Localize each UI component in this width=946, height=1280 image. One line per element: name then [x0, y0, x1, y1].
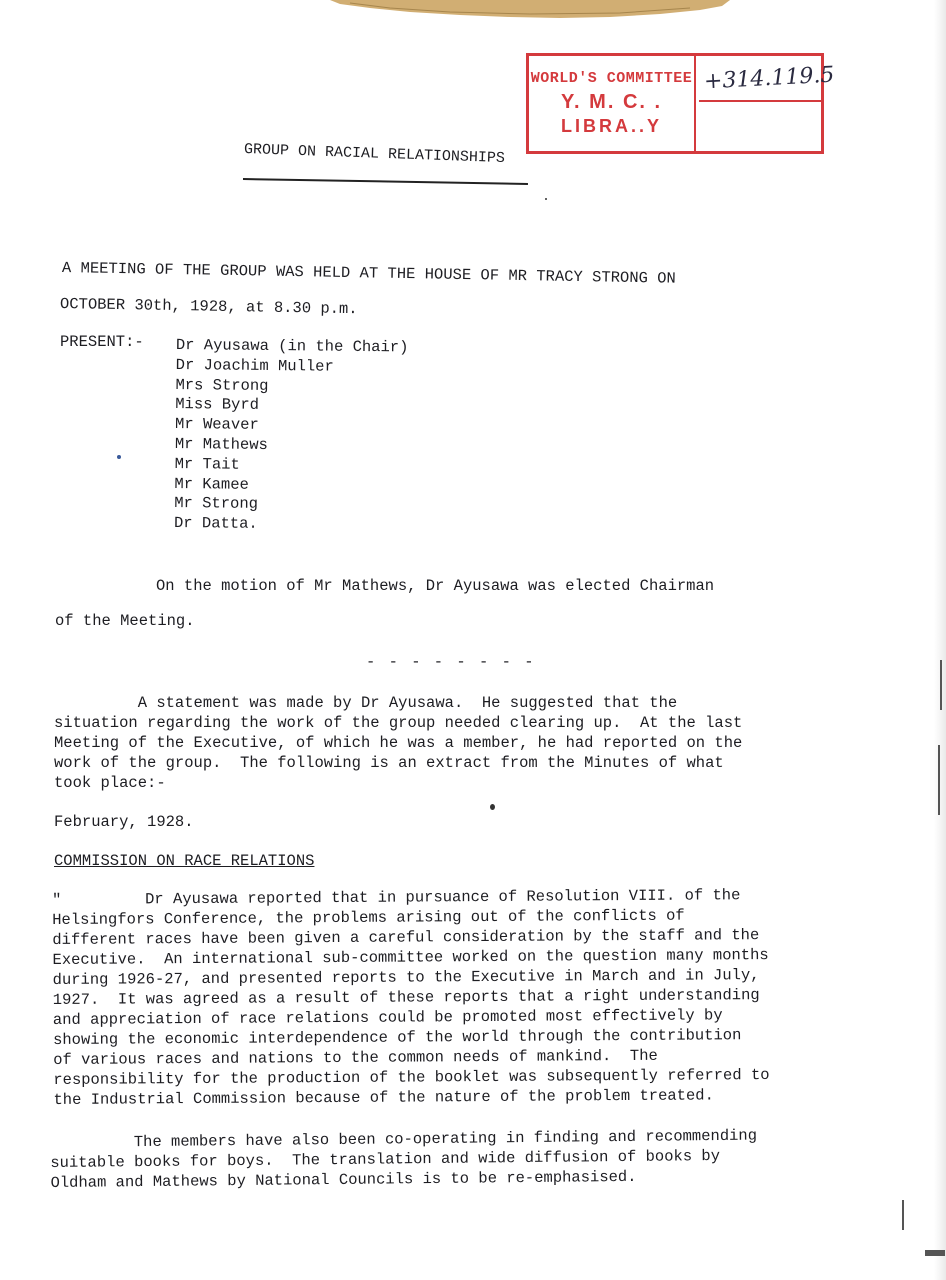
- attendee-item: Miss Byrd: [175, 395, 260, 415]
- paragraph-line: the Industrial Commission because of the nature of the problem treated.: [53, 1086, 714, 1109]
- commission-paragraph: [52, 885, 770, 1110]
- scan-edge-mark: [925, 1250, 945, 1256]
- meeting-line-2: OCTOBER 30th, 1928, at 8.30 p.m.: [59, 295, 358, 319]
- stamp-text-block: [529, 56, 696, 151]
- meeting-line-1: A MEETING OF THE GROUP WAS HELD AT THE HOUSE OF MR TRACY STRONG ON: [61, 259, 676, 288]
- ink-speck: [490, 804, 495, 810]
- paragraph-line: work of the group. The following is an extract from the Minutes of what: [54, 754, 724, 772]
- paragraph-line: of various races and nations to the common needs of mankind. The: [53, 1046, 658, 1069]
- members-paragraph: [50, 1126, 758, 1193]
- ink-speck: [545, 198, 547, 200]
- paragraph-line: Meeting of the Executive, of which he was a member, he had reported on the: [54, 734, 743, 752]
- paragraph-line: A statement was made by Dr Ayusawa. He suggested that the: [54, 694, 678, 712]
- paragraph-line: and appreciation of race relations could be promoted most effectively by: [52, 1006, 723, 1029]
- paragraph-line: situation regarding the work of the group needed clearing up. At the last: [54, 714, 743, 732]
- stamp-library-line: LIBRA..Y: [560, 116, 662, 136]
- stamp-divider: [699, 100, 824, 102]
- motion-line-2: of the Meeting.: [55, 612, 195, 630]
- paragraph-line: The members have also been co-operating in finding and recommending: [50, 1126, 758, 1152]
- paragraph-line: Helsingfors Conference, the problems arising out of the conflicts of: [52, 906, 685, 929]
- attendee-item: Mr Kamee: [174, 474, 249, 494]
- section-separator: - - - - - - - -: [366, 653, 536, 671]
- paragraph-line: during 1926-27, and presented reports to the Executive in March and in July,: [52, 966, 760, 989]
- attendee-item: Dr Datta.: [173, 514, 258, 534]
- scan-edge-mark: [938, 745, 940, 815]
- scan-edge-mark: [940, 660, 942, 710]
- paragraph-line: Oldham and Mathews by National Councils is to be re-emphasised.: [50, 1167, 637, 1192]
- paragraph-line: suitable books for boys. The translation and wide diffusion of books by: [50, 1146, 721, 1172]
- present-label: PRESENT:-: [60, 333, 144, 351]
- attendee-item: Mr Weaver: [174, 415, 259, 435]
- paragraph-line: responsibility for the production of the booklet was subsequently referred to: [53, 1065, 770, 1089]
- attendee-item: Mr Mathews: [174, 434, 268, 454]
- attendee-list: [174, 336, 409, 536]
- stamp-committee-line: WORLD'S COMMITTEE: [530, 70, 693, 87]
- attendee-item: Mrs Strong: [175, 375, 269, 395]
- paragraph-line: different races have been given a careful consideration by the staff and the: [52, 926, 760, 949]
- attendee-item: Mr Strong: [174, 494, 259, 514]
- paragraph-line: " Dr Ayusawa reported that in pursuance of Resolution VIII. of the: [52, 886, 741, 909]
- attendee-item: Dr Ayusawa (in the Chair): [175, 336, 409, 357]
- motion-line-1: On the motion of Mr Mathews, Dr Ayusawa was elected Chairman: [156, 577, 715, 595]
- statement-paragraph: [54, 693, 742, 793]
- document-title: GROUP ON RACIAL RELATIONSHIPS: [243, 141, 506, 168]
- paragraph-line: 1927. It was agreed as a result of these reports that a right understanding: [52, 986, 760, 1009]
- library-stamp: [526, 53, 835, 154]
- paragraph-line: Executive. An international sub-committee worked on the question many months: [52, 945, 769, 969]
- title-underline: [243, 178, 528, 185]
- stamp-catalog-number: +314.119.5: [703, 62, 835, 95]
- commission-heading: COMMISSION ON RACE RELATIONS: [54, 852, 315, 870]
- scan-edge-mark: [902, 1200, 904, 1230]
- scan-edge-shadow: [934, 0, 946, 1280]
- stamp-ymca-line: Y. M. C. .: [560, 91, 663, 113]
- minutes-date: February, 1928.: [54, 813, 194, 831]
- attendee-item: Mr Tait: [174, 454, 240, 474]
- attendee-item: Dr Joachim Muller: [175, 355, 334, 376]
- ink-speck: [117, 455, 121, 459]
- paragraph-line: took place:-: [54, 774, 166, 792]
- paragraph-line: showing the economic interdependence of the world through the contribution: [52, 1026, 742, 1049]
- torn-paper-edge: [330, 0, 730, 22]
